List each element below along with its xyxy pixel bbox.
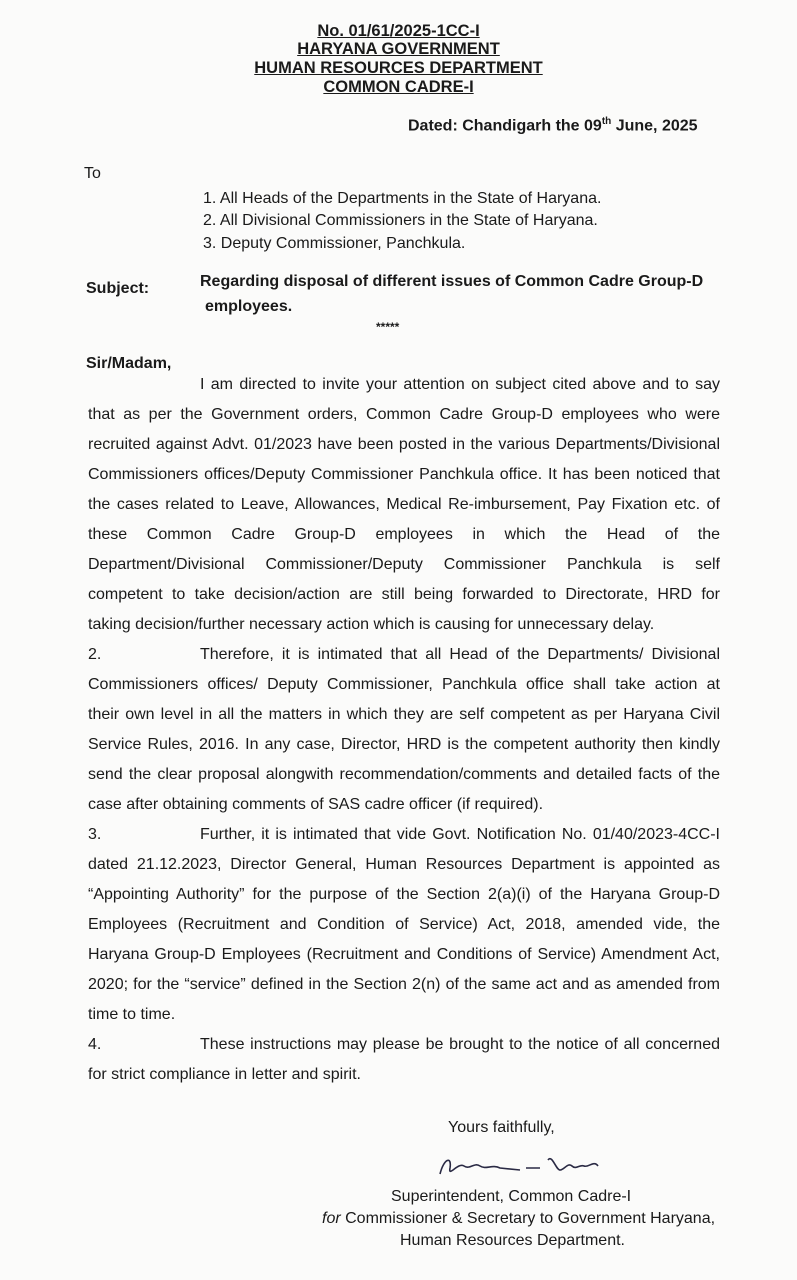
paragraph-line: I am directed to invite your attention on subject cited above and to say	[200, 376, 720, 393]
paragraph-3	[88, 820, 720, 1030]
paragraph-line: their own level in all the matters in which they are self competent as per Haryana Civil	[88, 706, 720, 723]
subject-line: Regarding disposal of different issues of Common Cadre Group-D	[200, 273, 704, 290]
paragraph-line: Commissioners offices/Deputy Commissioner Panchkula office. It has been noticed that	[88, 466, 720, 483]
paragraph-line: these Common Cadre Group-D employees in which the Head of the	[88, 526, 720, 543]
paragraph-line: “Appointing Authority” for the purpose of the Section 2(a)(i) of the Haryana Group-D	[88, 886, 720, 903]
paragraph-line: dated 21.12.2023, Director General, Human Resources Department is appointed as	[88, 856, 720, 873]
paragraph-line: 2020; for the “service” defined in the Section 2(n) of the same act and as amended from	[88, 976, 720, 993]
paragraph-line: Therefore, it is intimated that all Head of the Departments/ Divisional	[200, 646, 720, 663]
paragraph-2	[88, 640, 720, 820]
paragraph-line: Department/Divisional Commissioner/Deputy Commissioner Panchkula is self	[88, 556, 720, 573]
to-label: To	[84, 165, 101, 182]
paragraph-line: time to time.	[88, 1006, 176, 1023]
paragraph-line: recruited against Advt. 01/2023 have been posted in the various Departments/Divisional	[88, 436, 720, 453]
subject-label: Subject:	[86, 280, 150, 297]
paragraph-number: 3.	[88, 826, 102, 843]
recipient-item: 1. All Heads of the Departments in the State of Haryana.	[203, 190, 602, 207]
paragraph-line: Haryana Group-D Employees (Recruitment and Conditions of Service) Amendment Act,	[88, 946, 720, 963]
paragraph-line: competent to take decision/action are still being forwarded to Directorate, HRD for	[88, 586, 720, 603]
paragraph-line: Further, it is intimated that vide Govt. Notification No. 01/40/2023-4CC-I	[200, 826, 720, 843]
recipient-item: 2. All Divisional Commissioners in the State of Haryana.	[203, 212, 598, 229]
paragraph-4	[88, 1030, 720, 1090]
salutation: Sir/Madam,	[86, 355, 172, 372]
reference-number: No. 01/61/2025-1CC-I	[317, 22, 480, 40]
cadre-heading: COMMON CADRE-I	[323, 78, 474, 96]
signatory-designation: Superintendent, Common Cadre-I	[391, 1188, 632, 1205]
government-heading: HARYANA GOVERNMENT	[297, 40, 500, 58]
paragraph-line: for strict compliance in letter and spirit.	[88, 1066, 361, 1083]
paragraph-line: send the clear proposal alongwith recommendation/comments and detailed facts of the	[88, 766, 720, 783]
department-heading: HUMAN RESOURCES DEPARTMENT	[254, 59, 543, 77]
recipient-item: 3. Deputy Commissioner, Panchkula.	[203, 235, 466, 252]
signature	[430, 1150, 610, 1186]
paragraph-line: Service Rules, 2016. In any case, Director, HRD is the competent authority then kindly	[88, 736, 720, 753]
paragraph-line: case after obtaining comments of SAS cadre officer (if required).	[88, 796, 544, 813]
paragraph-line: the cases related to Leave, Allowances, Medical Re-imbursement, Pay Fixation etc. of	[88, 496, 720, 513]
paragraph-line: taking decision/further necessary action which is causing for unnecessary delay.	[88, 616, 655, 633]
separator-stars: *****	[376, 320, 400, 334]
yours-faithfully: Yours faithfully,	[448, 1119, 555, 1136]
signature-stroke	[440, 1160, 540, 1174]
signatory-department: Human Resources Department.	[400, 1232, 625, 1249]
subject-line: employees.	[205, 298, 293, 315]
signatory-on-behalf: for Commissioner & Secretary to Government Haryana,	[322, 1210, 716, 1227]
paragraph-line: Commissioners offices/ Deputy Commissioner, Panchkula office shall take action at	[88, 676, 720, 693]
signature-stroke	[548, 1159, 598, 1170]
paragraph-line: Employees (Recruitment and Condition of Service) Act, 2018, amended vide, the	[88, 916, 720, 933]
paragraph-1	[88, 370, 720, 640]
paragraph-line: that as per the Government orders, Common Cadre Group-D employees who were	[88, 406, 720, 423]
paragraph-line: These instructions may please be brought to the notice of all concerned	[200, 1036, 720, 1053]
paragraph-number: 4.	[88, 1036, 102, 1053]
date-line: Dated: Chandigarh the 09th June, 2025	[408, 116, 698, 135]
paragraph-number: 2.	[88, 646, 102, 663]
